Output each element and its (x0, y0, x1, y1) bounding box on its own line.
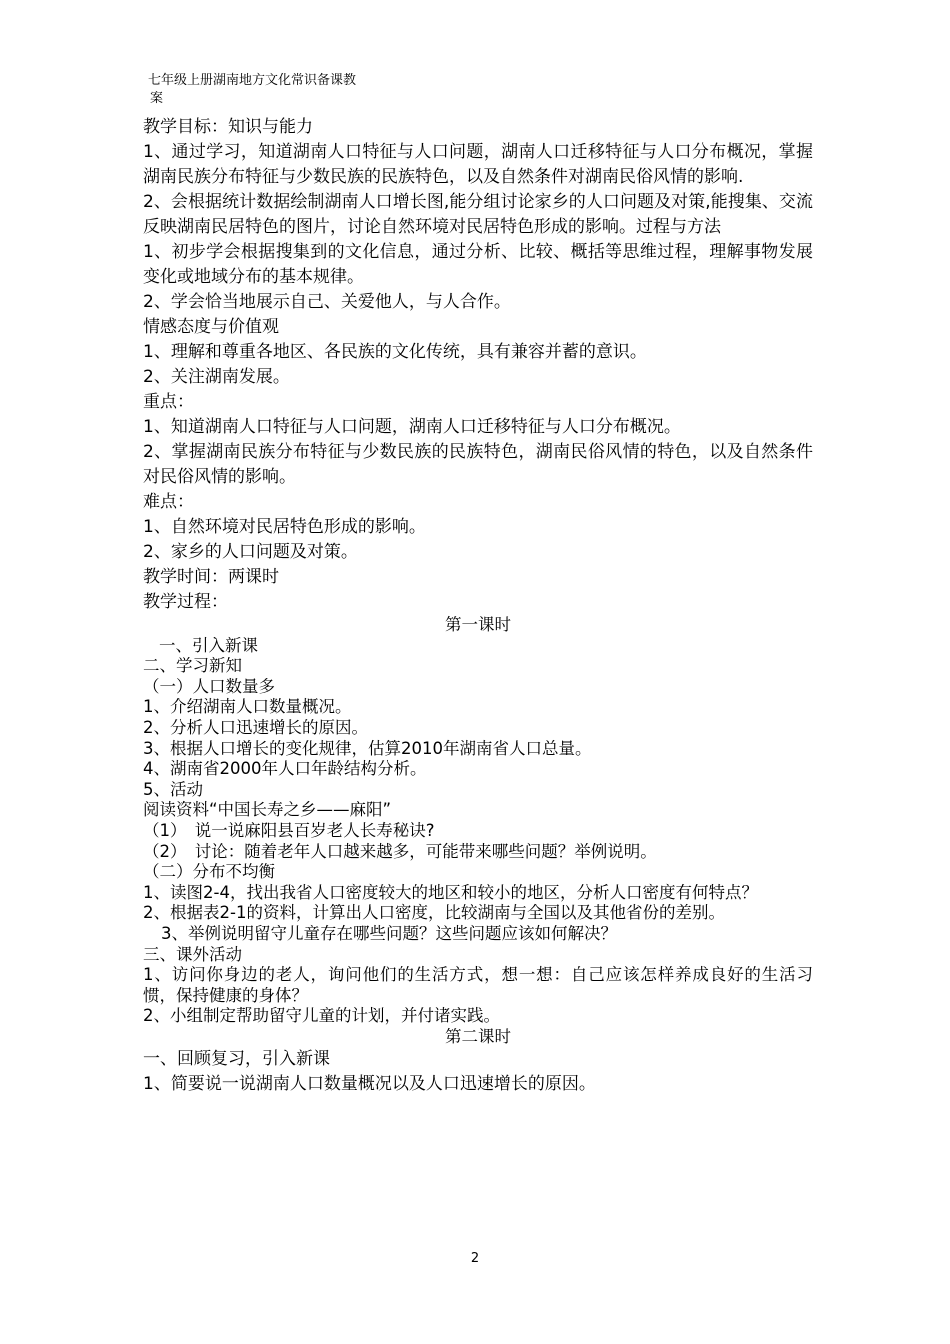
list-item: 阅读资料“中国长寿之乡——麻阳” (143, 800, 392, 820)
list-item: 4、湖南省2000年人口年龄结构分析。 (143, 759, 427, 779)
paragraph: 教学过程： (143, 592, 228, 612)
list-item: 1、介绍湖南人口数量概况。 (143, 697, 352, 717)
document-header (148, 72, 448, 108)
header-title-line2: 案 (150, 91, 164, 106)
heading-learn: 二、学习新知 (143, 656, 242, 676)
paragraph: 1、理解和尊重各地区、各民族的文化传统，具有兼容并蓄的意识。 (143, 342, 647, 362)
subheading-distribution: （二）分布不均衡 (143, 862, 275, 882)
list-item: 1、读图2-4，找出我省人口密度较大的地区和较小的地区，分析人口密度有何特点？ (143, 882, 758, 902)
paragraph: 2、会根据统计数据绘制湖南人口增长图,能分组讨论家乡的人口问题及对策,能搜集、交流反映湖南民居特色的图片，讨论自然环境对民居特色形成的影响。过程与方法 (143, 192, 813, 237)
paragraph: 教学时间：两课时 (143, 567, 279, 587)
paragraph: 情感态度与价值观 (143, 317, 279, 337)
list-item: 5、活动 (143, 779, 203, 799)
paragraph: 2、掌握湖南民族分布特征与少数民族的民族特色，湖南民俗风情的特色，以及自然条件对民俗风情的影响。 (143, 442, 813, 487)
list-item: 3、根据人口增长的变化规律，估算2010年湖南省人口总量。 (143, 738, 592, 758)
paragraph: 重点： (143, 392, 194, 412)
header-title-line1: 七年级上册湖南地方文化常识备课教 (148, 73, 357, 88)
paragraph: 2、家乡的人口问题及对策。 (143, 542, 358, 562)
lesson-two-title: 第二课时 (445, 1026, 511, 1046)
list-item: 2、分析人口迅速增长的原因。 (143, 717, 368, 737)
list-item: 1、访问你身边的老人，询问他们的生活方式，想一想：自己应该怎样养成良好的生活习惯，保持健康的身体？ (143, 965, 813, 1005)
list-item: 2、根据表2-1的资料，计算出人口密度，比较湖南与全国以及其他省份的差别。 (143, 903, 725, 923)
heading-review: 一、回顾复习，引入新课 (143, 1049, 330, 1070)
paragraph: 2、学会恰当地展示自己、关爱他人，与人合作。 (143, 292, 511, 312)
paragraph: 1、初步学会根据搜集到的文化信息，通过分析、比较、概括等思维过程，理解事物发展变化或地域分布的基本规律。 (143, 242, 813, 287)
heading-intro: 一、引入新课 (159, 635, 258, 655)
paragraph: 难点： (143, 492, 194, 512)
list-item: 1、简要说一说湖南人口数量概况以及人口迅速增长的原因。 (143, 1074, 596, 1095)
page-number: 2 (470, 1251, 480, 1266)
paragraph: 教学目标：知识与能力 (143, 117, 313, 137)
lesson-one-section (143, 615, 813, 1047)
paragraph: 2、关注湖南发展。 (143, 367, 290, 387)
heading-extra-activity: 三、课外活动 (143, 944, 242, 964)
list-item: 3、举例说明留守儿童存在哪些问题？这些问题应该如何解决？ (161, 923, 617, 943)
paragraph: 1、自然环境对民居特色形成的影响。 (143, 517, 426, 537)
list-item: 2、小组制定帮助留守儿童的计划，并付诸实践。 (143, 1006, 500, 1026)
paragraph: 1、通过学习，知道湖南人口特征与人口问题，湖南人口迁移特征与人口分布概况，掌握湖南民族分布特征与少数民族的民族特色，以及自然条件对湖南民俗风情的影响. (143, 142, 813, 187)
subheading-population-size: （一）人口数量多 (143, 676, 275, 696)
document-body (143, 115, 813, 1097)
lesson-one-title: 第一课时 (445, 615, 511, 634)
question-item: （2） 讨论：随着老年人口越来越多，可能带来哪些问题？举例说明。 (143, 841, 657, 861)
paragraph: 1、知道湖南人口特征与人口问题，湖南人口迁移特征与人口分布概况。 (143, 417, 681, 437)
question-item: （1） 说一说麻阳县百岁老人长寿秘诀? (143, 820, 435, 840)
